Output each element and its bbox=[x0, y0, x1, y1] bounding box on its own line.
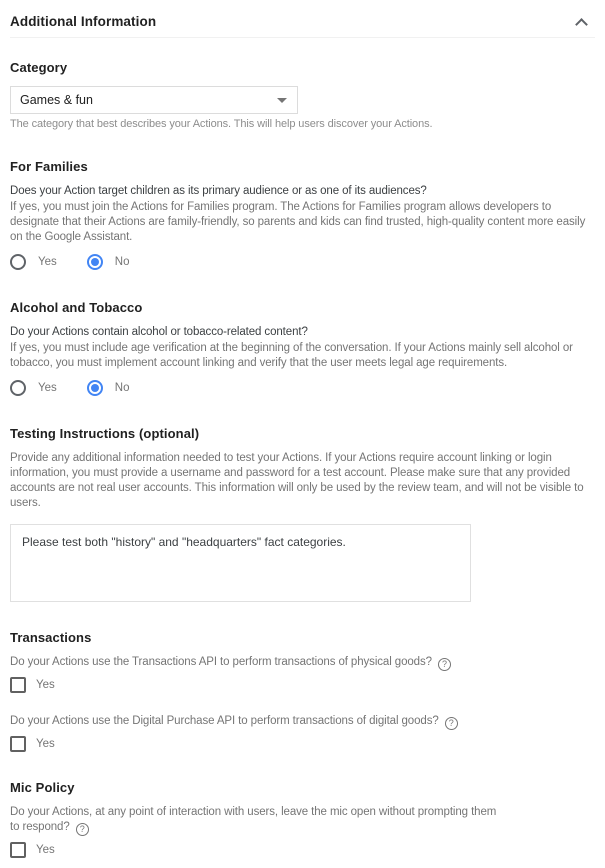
category-helper-text: The category that best describes your Actions. This will help users discover your Actions. bbox=[10, 118, 433, 130]
transactions-physical-question bbox=[10, 655, 595, 671]
for-families-helper-text: If yes, you must join the Actions for Families program. The Actions for Families program allows developers to designate that their Actions are family-friendly, so parents and kids can find trusted, high-quality content more easily on the Google Assistant. bbox=[10, 201, 586, 243]
transactions-digital-question bbox=[10, 714, 595, 730]
transactions-section bbox=[10, 630, 595, 752]
radio-option-label: Yes bbox=[38, 382, 57, 394]
alcohol-tobacco-radio-group bbox=[10, 380, 595, 396]
for-families-title: For Families bbox=[10, 159, 88, 174]
alcohol-tobacco-radio-option-no[interactable] bbox=[87, 380, 130, 396]
alcohol-tobacco-section bbox=[10, 300, 595, 396]
radio-option-label: No bbox=[114, 382, 130, 394]
panel-title: Additional Information bbox=[10, 14, 157, 29]
category-label: Category bbox=[10, 60, 68, 75]
testing-instructions-title: Testing Instructions (optional) bbox=[10, 426, 200, 441]
radio-button-icon bbox=[10, 380, 26, 396]
for-families-section bbox=[10, 159, 595, 270]
transactions-digital-question-text: Do your Actions use the Digital Purchase API to perform transactions of digital goods? bbox=[10, 715, 439, 727]
for-families-radio-option-yes[interactable] bbox=[10, 254, 57, 270]
panel-header bbox=[10, 14, 595, 29]
transactions-digital-checkbox-row[interactable] bbox=[10, 736, 595, 752]
radio-button-icon bbox=[87, 254, 103, 270]
testing-instructions-section bbox=[10, 426, 595, 602]
transactions-physical-question-text: Do your Actions use the Transactions API to perform transactions of physical goods? bbox=[10, 656, 432, 668]
for-families-radio-option-no[interactable] bbox=[87, 254, 130, 270]
radio-option-label: No bbox=[114, 256, 130, 268]
mic-policy-question bbox=[10, 805, 505, 836]
testing-instructions-input[interactable] bbox=[10, 524, 471, 602]
header-divider bbox=[10, 37, 595, 38]
transactions-physical-checkbox-row[interactable] bbox=[10, 677, 595, 693]
radio-button-icon bbox=[10, 254, 26, 270]
testing-instructions-helper-text: Provide any additional information needed to test your Actions. If your Actions require account linking or login information, you must provide a username and password for a test account. Please make sure that any provided accounts are not real user accounts. This information will only be used by the review team, and will not be visible to users. bbox=[10, 452, 584, 509]
help-icon[interactable]: ? bbox=[438, 658, 451, 671]
checkbox-icon bbox=[10, 736, 26, 752]
help-icon[interactable]: ? bbox=[76, 823, 89, 836]
checkbox-icon bbox=[10, 677, 26, 693]
checkbox-label: Yes bbox=[36, 679, 55, 691]
alcohol-tobacco-radio-option-yes[interactable] bbox=[10, 380, 57, 396]
mic-policy-question-text: Do your Actions, at any point of interaction with users, leave the mic open without prompting them to respond? bbox=[10, 806, 497, 833]
collapse-chevron-up-icon[interactable] bbox=[575, 18, 588, 31]
radio-option-label: Yes bbox=[38, 256, 57, 268]
dropdown-arrow-icon bbox=[277, 98, 287, 103]
mic-policy-section bbox=[10, 780, 595, 858]
radio-button-icon bbox=[87, 380, 103, 396]
checkbox-label: Yes bbox=[36, 738, 55, 750]
checkbox-icon bbox=[10, 842, 26, 858]
alcohol-tobacco-helper-text: If yes, you must include age verification at the beginning of the conversation. If your Actions mainly sell alcohol or tobacco, you must implement account linking and verify that the user meets legal age requirements. bbox=[10, 342, 573, 369]
transactions-title: Transactions bbox=[10, 630, 92, 645]
category-select-value: Games & fun bbox=[20, 93, 93, 107]
for-families-radio-group bbox=[10, 254, 595, 270]
category-select[interactable] bbox=[10, 86, 298, 114]
alcohol-tobacco-question: Do your Actions contain alcohol or tobacco-related content? bbox=[10, 326, 308, 338]
mic-policy-title: Mic Policy bbox=[10, 780, 75, 795]
category-section bbox=[10, 60, 595, 132]
mic-policy-checkbox-row[interactable] bbox=[10, 842, 595, 858]
help-icon[interactable]: ? bbox=[445, 717, 458, 730]
for-families-question: Does your Action target children as its primary audience or as one of its audiences? bbox=[10, 185, 427, 197]
checkbox-label: Yes bbox=[36, 844, 55, 856]
alcohol-tobacco-title: Alcohol and Tobacco bbox=[10, 300, 143, 315]
